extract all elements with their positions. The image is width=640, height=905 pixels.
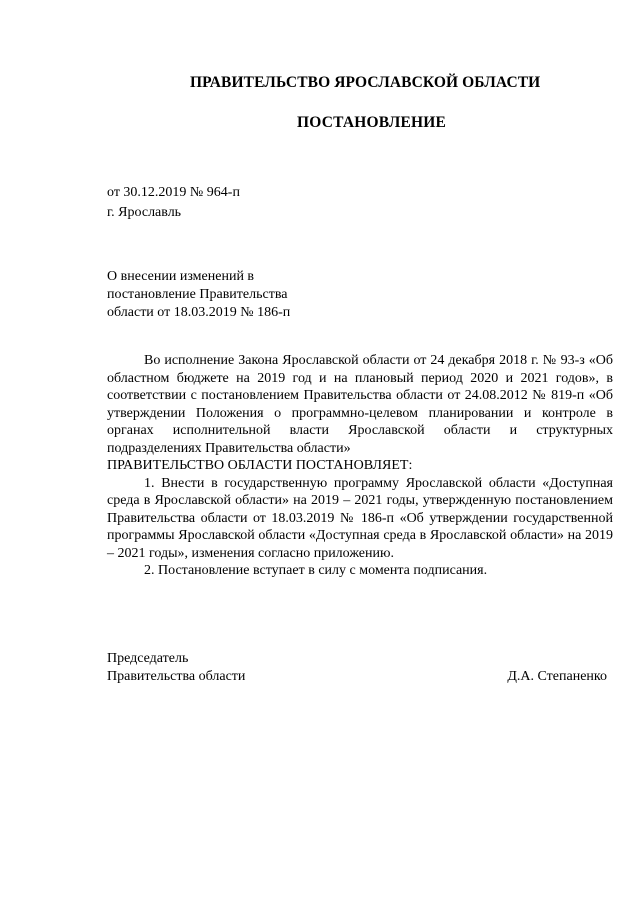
subject-line: области от 18.03.2019 № 186-п [107, 305, 291, 320]
document-meta [107, 183, 240, 223]
document-subject [107, 268, 290, 322]
signatory-name: Д.А. Степаненко [507, 669, 607, 684]
signature-block [107, 650, 607, 686]
preamble-paragraph: Во исполнение Закона Ярославской области от 24 декабря 2018 г. № 93-з «Об областном бюджете на 2019 год и на плановый период 2020 и 2021 годов», в соответствии с постановлением Правительства области от 24.08.2012 № 819-п «Об утверждении Положения о программно-целевом планировании и контроле в органах исполнительной власти Ярославской области и структурных подразделениях Правительства области» [107, 353, 613, 456]
signatory-position-line1: Председатель [107, 651, 189, 666]
city: г. Ярославль [107, 205, 182, 220]
subject-line: О внесении изменений в [107, 269, 255, 284]
resolution-item-2: 2. Постановление вступает в силу с момента подписания. [144, 563, 488, 578]
signature-row [107, 668, 607, 686]
resolution-heading: ПРАВИТЕЛЬСТВО ОБЛАСТИ ПОСТАНОВЛЯЕТ: [107, 458, 413, 473]
signatory-position-line2: Правительства области [107, 669, 246, 684]
authority-title: ПРАВИТЕЛЬСТВО ЯРОСЛАВСКОЙ ОБЛАСТИ [190, 74, 541, 91]
document-type-title: ПОСТАНОВЛЕНИЕ [297, 114, 447, 131]
document-body [107, 352, 613, 580]
resolution-item-1: 1. Внести в государственную программу Ярославской области «Доступная среда в Ярославской области» на 2019 – 2021 годы, утвержденную постановлением Правительства области от 18.03.2019 № 186-п «Об утверждении государственной программы Ярославской области «Доступная среда в Ярославской области» на 2019 – 2021 годы», изменения согласно приложению. [107, 475, 613, 561]
subject-line: постановление Правительства [107, 287, 288, 302]
date-number: от 30.12.2019 № 964-п [107, 185, 240, 200]
